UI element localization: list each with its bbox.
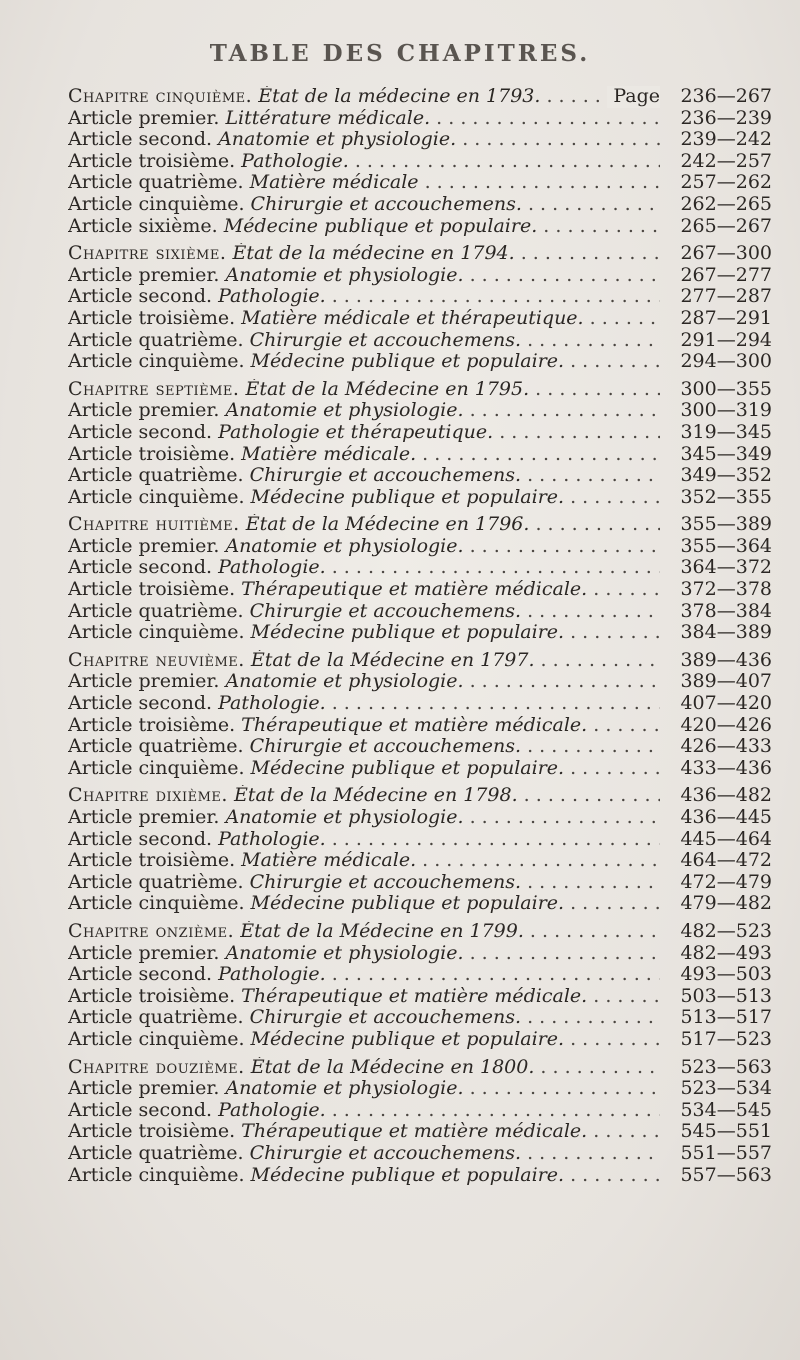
toc-article-row bbox=[56, 400, 772, 422]
toc-article-row bbox=[56, 850, 772, 872]
page-range: 513—517 bbox=[680, 1007, 772, 1029]
page-range: 523—563 bbox=[680, 1056, 772, 1078]
toc-article-row bbox=[56, 579, 772, 601]
page-range: 523—534 bbox=[680, 1078, 772, 1100]
entry-title: Pathologie. bbox=[241, 150, 349, 172]
entry-label: Article troisième. bbox=[68, 443, 236, 465]
page-range: 384—389 bbox=[680, 622, 772, 644]
entry-title: État de la médecine en 1794. bbox=[232, 243, 515, 265]
entry-label: Article second. bbox=[68, 421, 213, 443]
entry-label: Chapitre septième. bbox=[68, 378, 240, 400]
entry-label: Article premier. bbox=[68, 264, 220, 286]
page-range: 239—242 bbox=[680, 129, 772, 151]
running-header bbox=[0, 40, 800, 67]
page-range: 436—482 bbox=[680, 785, 772, 807]
page-range: 389—407 bbox=[680, 671, 772, 693]
page-range: 407—420 bbox=[680, 693, 772, 715]
entry-label: Article premier. bbox=[68, 1078, 220, 1100]
entry-label: Chapitre cinquième. bbox=[68, 86, 253, 107]
entry-title: Matière médicale bbox=[249, 172, 419, 194]
entry-label: Article second. bbox=[68, 557, 213, 579]
page-range: 267—277 bbox=[680, 264, 772, 286]
entry-title: Pathologie. bbox=[218, 964, 326, 986]
entry-title: Pathologie. bbox=[218, 828, 326, 850]
toc-chapter-row bbox=[56, 785, 772, 807]
page-range: 493—503 bbox=[680, 964, 772, 986]
entry-title: État de la Médecine en 1799. bbox=[240, 920, 524, 942]
entry-title: Anatomie et physiologie. bbox=[225, 671, 464, 693]
entry-label: Article cinquième. bbox=[68, 1028, 245, 1050]
toc-article-row bbox=[56, 265, 772, 287]
entry-label: Article second. bbox=[68, 1099, 213, 1121]
entry-label: Chapitre huitième. bbox=[68, 514, 240, 536]
page-range: 464—472 bbox=[680, 850, 772, 872]
toc-article-row bbox=[56, 536, 772, 558]
entry-label: Article second. bbox=[68, 828, 213, 850]
entry-title: Chirurgie et accouchemens. bbox=[249, 329, 522, 351]
toc-article-row bbox=[56, 1029, 772, 1051]
entry-title: Anatomie et physiologie. bbox=[225, 400, 464, 422]
entry-title: Anatomie et physiologie. bbox=[225, 807, 464, 828]
page-range: 277—287 bbox=[680, 286, 772, 308]
entry-title: Thérapeutique et matière médicale. bbox=[241, 1121, 588, 1143]
entry-title: Médecine publique et populaire. bbox=[250, 1164, 565, 1186]
toc-article-row bbox=[56, 129, 772, 151]
page-title: TABLE DES CHAPITRES. bbox=[209, 40, 591, 67]
toc-article-row bbox=[56, 829, 772, 851]
entry-title: Anatomie et physiologie. bbox=[218, 129, 457, 151]
toc-chapter-row bbox=[56, 650, 772, 672]
page-range: 300—355 bbox=[680, 378, 772, 400]
toc-article-row bbox=[56, 151, 772, 173]
page-range: 426—433 bbox=[680, 736, 772, 758]
page-range: 355—389 bbox=[680, 514, 772, 536]
toc-article-row bbox=[56, 330, 772, 352]
page-range: 262—265 bbox=[680, 193, 772, 215]
page-range: 267—300 bbox=[680, 243, 772, 265]
entry-title: État de la Médecine en 1796. bbox=[245, 514, 530, 536]
entry-label: Article cinquième. bbox=[68, 1164, 245, 1186]
entry-title: Chirurgie et accouchemens. bbox=[249, 600, 522, 622]
page-range: 517—523 bbox=[680, 1028, 772, 1050]
toc-article-row bbox=[56, 758, 772, 780]
page-range: 349—352 bbox=[680, 465, 772, 487]
entry-label: Article troisième. bbox=[68, 714, 236, 736]
page-range: 355—364 bbox=[680, 535, 772, 557]
toc-article-row bbox=[56, 444, 772, 466]
page-range: 378—384 bbox=[680, 600, 772, 622]
page-range: 294—300 bbox=[680, 351, 772, 373]
page-range: 472—479 bbox=[680, 871, 772, 893]
entry-title: État de la Médecine en 1800. bbox=[250, 1056, 535, 1078]
toc-chapter-row bbox=[56, 514, 772, 536]
page-range: 482—493 bbox=[680, 942, 772, 964]
toc-article-row bbox=[56, 108, 772, 130]
entry-title: Matière médicale. bbox=[241, 443, 417, 465]
entry-label: Article premier. bbox=[68, 942, 220, 964]
entry-label: Article quatrième. bbox=[68, 329, 244, 351]
entry-label: Chapitre douzième. bbox=[68, 1056, 245, 1078]
page-range: 257—262 bbox=[680, 172, 772, 194]
entry-title: Chirurgie et accouchemens. bbox=[250, 193, 522, 215]
toc-article-row bbox=[56, 872, 772, 894]
entry-title: État de la Médecine en 1798. bbox=[233, 785, 518, 807]
toc-chapter-row bbox=[56, 379, 772, 401]
entry-title: Anatomie et physiologie. bbox=[225, 535, 464, 557]
page-range: 433—436 bbox=[680, 757, 772, 779]
toc-article-row bbox=[56, 172, 772, 194]
entry-label: Article cinquième. bbox=[68, 893, 245, 915]
entry-label: Article quatrième. bbox=[68, 172, 244, 194]
entry-title: Littérature médicale. bbox=[225, 107, 431, 129]
entry-label: Article second. bbox=[68, 129, 213, 151]
entry-label: Article quatrième. bbox=[68, 465, 244, 487]
page-range: 300—319 bbox=[680, 400, 772, 422]
toc-article-row bbox=[56, 986, 772, 1008]
toc-article-row bbox=[56, 351, 772, 373]
toc-article-row bbox=[56, 286, 772, 308]
entry-title: Médecine publique et populaire. bbox=[223, 215, 538, 237]
entry-title: Thérapeutique et matière médicale. bbox=[241, 985, 588, 1007]
entry-label: Article premier. bbox=[68, 535, 220, 557]
entry-label: Chapitre onzième. bbox=[68, 920, 235, 942]
page-range: 551—557 bbox=[680, 1142, 772, 1164]
page-range: 352—355 bbox=[680, 486, 772, 508]
page-range: 287—291 bbox=[680, 307, 772, 329]
table-of-contents bbox=[56, 86, 772, 1186]
entry-label: Article sixième. bbox=[68, 215, 218, 237]
entry-label: Article quatrième. bbox=[68, 600, 244, 622]
toc-article-row bbox=[56, 622, 772, 644]
toc-article-row bbox=[56, 715, 772, 737]
entry-title: Médecine publique et populaire. bbox=[250, 1028, 565, 1050]
entry-title: Pathologie. bbox=[218, 557, 326, 579]
page-range: 345—349 bbox=[680, 443, 772, 465]
entry-title: Chirurgie et accouchemens. bbox=[249, 1007, 522, 1029]
entry-label: Article troisième. bbox=[68, 985, 236, 1007]
toc-chapter-row bbox=[56, 921, 772, 943]
page-word: Page bbox=[607, 86, 660, 108]
page-range: 479—482 bbox=[680, 893, 772, 915]
toc-article-row bbox=[56, 557, 772, 579]
entry-label: Article premier. bbox=[68, 671, 220, 693]
toc-article-row bbox=[56, 422, 772, 444]
entry-title: Thérapeutique et matière médicale. bbox=[241, 579, 588, 601]
entry-label: Article cinquième. bbox=[68, 757, 245, 779]
toc-article-row bbox=[56, 943, 772, 965]
entry-label: Article premier. bbox=[68, 400, 220, 422]
entry-title: Médecine publique et populaire. bbox=[250, 622, 565, 644]
toc-article-row bbox=[56, 693, 772, 715]
entry-title: Anatomie et physiologie. bbox=[225, 264, 464, 286]
toc-article-row bbox=[56, 1100, 772, 1122]
page-range: 372—378 bbox=[680, 579, 772, 601]
entry-label: Chapitre sixième. bbox=[68, 243, 227, 265]
entry-title: État de la Médecine en 1795. bbox=[245, 378, 530, 400]
entry-title: Pathologie. bbox=[218, 286, 326, 308]
entry-label: Chapitre dixième. bbox=[68, 785, 228, 807]
toc-chapter-row bbox=[56, 1057, 772, 1079]
entry-label: Article troisième. bbox=[68, 1121, 236, 1143]
entry-title: État de la Médecine en 1797. bbox=[250, 649, 535, 671]
toc-article-row bbox=[56, 487, 772, 509]
toc-chapter-row bbox=[56, 86, 772, 108]
toc-article-row bbox=[56, 1143, 772, 1165]
entry-title: Anatomie et physiologie. bbox=[225, 942, 464, 964]
toc-article-row bbox=[56, 1078, 772, 1100]
page-range: 236—267 bbox=[680, 86, 772, 107]
entry-title: Matière médicale. bbox=[241, 850, 417, 872]
entry-label: Article cinquième. bbox=[68, 486, 245, 508]
entry-title: Pathologie et thérapeutique. bbox=[218, 421, 494, 443]
page-range: 557—563 bbox=[680, 1164, 772, 1186]
page-range: 545—551 bbox=[680, 1121, 772, 1143]
page-range: 482—523 bbox=[680, 920, 772, 942]
page-range: 389—436 bbox=[680, 649, 772, 671]
page-range: 236—239 bbox=[680, 107, 772, 129]
entry-title: Médecine publique et populaire. bbox=[250, 757, 565, 779]
page-range: 291—294 bbox=[680, 329, 772, 351]
entry-title: Matière médicale et thérapeutique. bbox=[241, 307, 584, 329]
page-range: 445—464 bbox=[680, 828, 772, 850]
entry-label: Article quatrième. bbox=[68, 1007, 244, 1029]
toc-article-row bbox=[56, 1165, 772, 1187]
toc-article-row bbox=[56, 736, 772, 758]
entry-label: Article premier. bbox=[68, 107, 220, 129]
toc-article-row bbox=[56, 1121, 772, 1143]
entry-label: Article second. bbox=[68, 693, 213, 715]
entry-label: Article quatrième. bbox=[68, 1142, 244, 1164]
entry-label: Article quatrième. bbox=[68, 736, 244, 758]
toc-chapter-row bbox=[56, 243, 772, 265]
toc-article-row bbox=[56, 1007, 772, 1029]
entry-title: Médecine publique et populaire. bbox=[250, 351, 565, 373]
page-range: 265—267 bbox=[680, 215, 772, 237]
toc-article-row bbox=[56, 308, 772, 330]
entry-label: Article cinquième. bbox=[68, 622, 245, 644]
entry-title: Chirurgie et accouchemens. bbox=[249, 736, 522, 758]
entry-title: Médecine publique et populaire. bbox=[250, 893, 565, 915]
entry-title: Chirurgie et accouchemens. bbox=[249, 1142, 522, 1164]
entry-label: Chapitre neuvième. bbox=[68, 649, 245, 671]
toc-article-row bbox=[56, 465, 772, 487]
toc-article-row bbox=[56, 671, 772, 693]
page-range: 364—372 bbox=[680, 557, 772, 579]
page-range: 436—445 bbox=[680, 807, 772, 828]
entry-label: Article troisième. bbox=[68, 307, 236, 329]
page-range: 420—426 bbox=[680, 714, 772, 736]
page-range: 242—257 bbox=[680, 150, 772, 172]
toc-article-row bbox=[56, 807, 772, 829]
entry-title: Chirurgie et accouchemens. bbox=[249, 871, 522, 893]
toc-article-row bbox=[56, 893, 772, 915]
entry-title: Médecine publique et populaire. bbox=[250, 486, 565, 508]
entry-title: Pathologie. bbox=[218, 1099, 326, 1121]
page-range: 319—345 bbox=[680, 421, 772, 443]
page-range: 503—513 bbox=[680, 985, 772, 1007]
entry-title: État de la médecine en 1793. bbox=[258, 86, 541, 107]
entry-label: Article troisième. bbox=[68, 850, 236, 872]
toc-article-row bbox=[56, 601, 772, 623]
entry-title: Thérapeutique et matière médicale. bbox=[241, 714, 588, 736]
entry-title: Pathologie. bbox=[218, 693, 326, 715]
toc-article-row bbox=[56, 964, 772, 986]
entry-label: Article cinquième. bbox=[68, 351, 245, 373]
entry-label: Article troisième. bbox=[68, 579, 236, 601]
entry-label: Article second. bbox=[68, 286, 213, 308]
entry-label: Article premier. bbox=[68, 807, 220, 828]
entry-label: Article cinquième. bbox=[68, 193, 245, 215]
entry-label: Article quatrième. bbox=[68, 871, 244, 893]
toc-article-row bbox=[56, 216, 772, 238]
toc-article-row bbox=[56, 194, 772, 216]
page-range: 534—545 bbox=[680, 1099, 772, 1121]
entry-title: Anatomie et physiologie. bbox=[225, 1078, 464, 1100]
entry-label: Article troisième. bbox=[68, 150, 236, 172]
entry-title: Chirurgie et accouchemens. bbox=[249, 465, 522, 487]
entry-label: Article second. bbox=[68, 964, 213, 986]
